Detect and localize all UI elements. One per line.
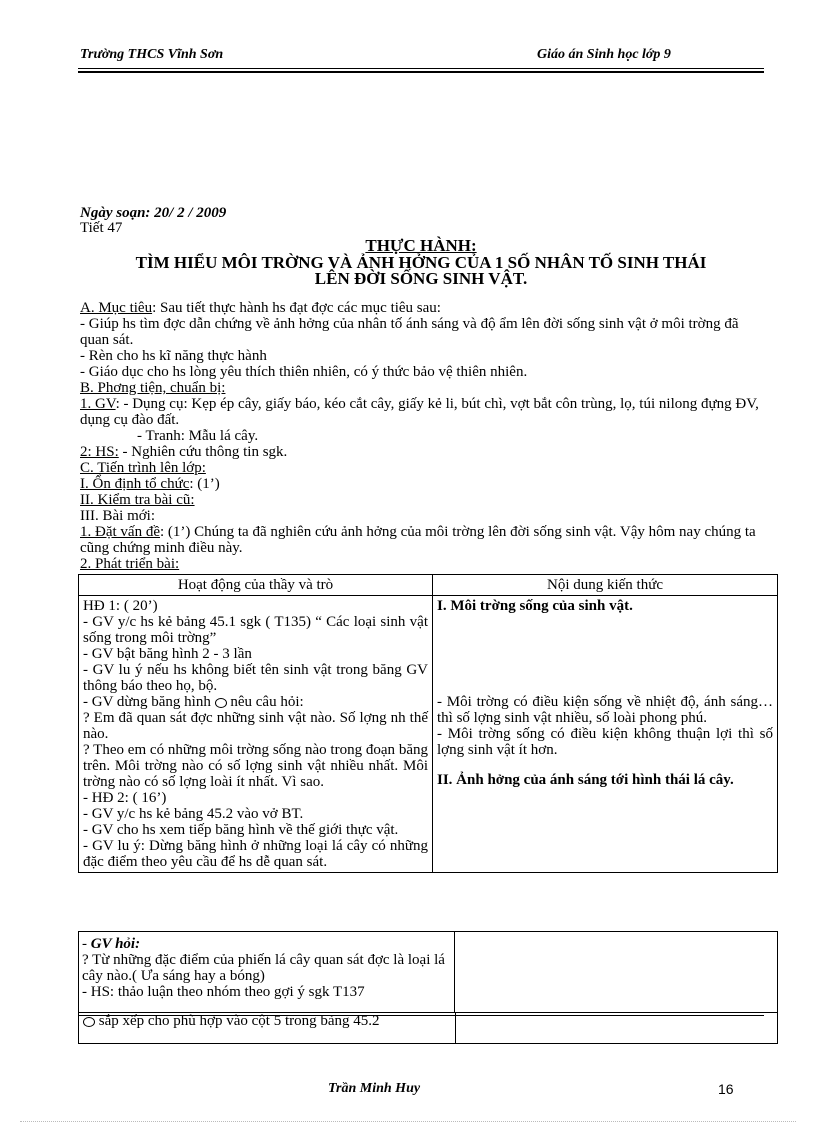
step-3-2: 2. Phát triển bài: bbox=[80, 556, 180, 572]
list-item: - GV dừng băng hình nêu câu hỏi: bbox=[83, 694, 304, 710]
last-row-left: sắp xếp cho phù hợp vào cột 5 trong bảng 45.2 bbox=[78, 1013, 455, 1044]
step-1: I. Ổn định tổ chức: (1’) bbox=[80, 476, 220, 492]
circle-icon bbox=[83, 1017, 95, 1027]
spacer bbox=[437, 758, 773, 772]
section-c: C. Tiến trình lên lớp: bbox=[80, 460, 206, 476]
answer-box bbox=[455, 931, 778, 1013]
prep-student: 2: HS: - Nghiên cứu thông tin sgk. bbox=[80, 444, 288, 460]
list-item: ? Theo em có những môi trờng sống nào trong đoạn băng trên. Môi trờng nào có số lợng sinh vật nhiều nhất. Môi trờng nào có số lợng loài ít nhất. Vì sao. bbox=[83, 742, 428, 790]
prep-teacher-sub: - Tranh: Mẫu lá cây. bbox=[137, 428, 259, 444]
title-line-1: THỰC HÀNH: bbox=[365, 236, 477, 255]
spacer bbox=[437, 614, 773, 694]
title-line-2: TÌM HIỂU MÔI TRỜNG VÀ ẢNH HỞNG CỦA 1 SỐ NHÂN TỐ SINH THÁI bbox=[135, 253, 707, 272]
activity-2-heading: - HĐ 2: ( 16’) bbox=[83, 790, 167, 806]
objective-1: - Giúp hs tìm đợc dẫn chứng về ảnh hởng của nhân tố ánh sáng và độ ẩm lên đời sống sinh vật ở môi trờng đã quan sát. bbox=[80, 316, 739, 348]
col-header-content: Nội dung kiến thức bbox=[433, 575, 778, 596]
objective-2: - Rèn cho hs kĩ năng thực hành bbox=[80, 348, 267, 364]
step-2: II. Kiểm tra bài cũ: bbox=[80, 492, 195, 508]
knowledge-heading-1: I. Môi trờng sống của sinh vật. bbox=[437, 598, 633, 614]
knowledge-heading-2: II. Ảnh hởng của ánh sáng tới hình thái lá cây. bbox=[437, 772, 734, 788]
activity-table bbox=[78, 574, 778, 873]
list-item: - GV bật băng hình 2 - 3 lần bbox=[83, 646, 252, 662]
lesson-body bbox=[80, 300, 764, 572]
list-item: - GV lu ý: Dừng băng hình ở những loại lá cây có những đặc điểm theo yêu cầu để hs dễ quan sát. bbox=[83, 838, 428, 870]
date-line: Ngày soạn: 20/ 2 / 2009 bbox=[80, 205, 227, 221]
last-row-right bbox=[455, 1013, 778, 1044]
circle-icon bbox=[215, 698, 227, 708]
list-item: - GV cho hs xem tiếp băng hình về thế giới thực vật. bbox=[83, 822, 399, 838]
activity-1-heading: HĐ 1: ( 20’) bbox=[83, 598, 158, 614]
title-line-3: LÊN ĐỜI SỐNG SINH VẬT. bbox=[314, 269, 528, 288]
author-name: Trần Minh Huy bbox=[328, 1081, 421, 1096]
list-item: ? Em đã quan sát đợc những sinh vật nào. Số lợng nh thế nào. bbox=[83, 710, 428, 742]
step-3: III. Bài mới: bbox=[80, 508, 155, 524]
section-a: A. Mục tiêu: Sau tiết thực hành hs đạt đợc các mục tiêu sau: bbox=[80, 300, 441, 316]
list-item: - GV lu ý nếu hs không biết tên sinh vật trong băng GV thông báo theo họ, bộ. bbox=[83, 662, 428, 694]
page-number: 16 bbox=[718, 1081, 734, 1097]
knowledge-cell bbox=[433, 596, 778, 873]
school-name: Trường THCS Vĩnh Sơn bbox=[80, 47, 224, 62]
subject-title: Giáo án Sinh học lớp 9 bbox=[537, 47, 671, 62]
list-item: - GV y/c hs kẻ bảng 45.2 vào vở BT. bbox=[83, 806, 304, 822]
list-item: ? Từ những đặc điểm của phiến lá cây quan sát đợc là loại lá cây nào.( Ưa sáng hay a bóng) bbox=[82, 952, 445, 984]
header-rule bbox=[78, 68, 764, 69]
prep-teacher: 1. GV: - Dụng cụ: Kẹp ép cây, giấy báo, kéo cắt cây, giấy kẻ li, bút chì, vợt bắt côn trùng, lọ, túi nilong đựng ĐV, dụng cụ đào đất. bbox=[80, 396, 759, 428]
table-row bbox=[79, 596, 778, 873]
list-item: - Môi trờng có điều kiện sống về nhiệt độ, ánh sáng…thì số lợng sinh vật nhiều, số loài phong phú. bbox=[437, 694, 773, 726]
list-item: - GV y/c hs kẻ bảng 45.1 sgk ( T135) “ Các loại sinh vật sống trong môi trờng” bbox=[83, 614, 428, 646]
question-heading: - GV hỏi: bbox=[82, 936, 141, 952]
question-text bbox=[82, 936, 452, 1000]
activities-cell bbox=[79, 596, 433, 873]
lesson-number: Tiết 47 bbox=[80, 220, 123, 236]
step-3-1: 1. Đặt vấn đề: (1’) Chúng ta đã nghiên cứu ảnh hởng của môi trờng lên đời sống sinh vật. Vậy hôm nay chúng ta cũng chứng minh điều này. bbox=[80, 524, 756, 556]
page-edge bbox=[20, 1121, 796, 1122]
list-item: - Môi trờng sống có điều kiện không thuận lợi thì số lợng sinh vật ít hơn. bbox=[437, 726, 773, 758]
list-item: - HS: thảo luận theo nhóm theo gợi ý sgk T137 bbox=[82, 984, 365, 1000]
table-header-row bbox=[79, 575, 778, 596]
header-rule-thick bbox=[78, 71, 764, 73]
section-b: B. Phơng tiện, chuẩn bị: bbox=[80, 380, 226, 396]
col-header-activities: Hoạt động của thầy và trò bbox=[79, 575, 433, 596]
objective-3: - Giáo dục cho hs lòng yêu thích thiên nhiên, có ý thức bảo vệ thiên nhiên. bbox=[80, 364, 528, 380]
